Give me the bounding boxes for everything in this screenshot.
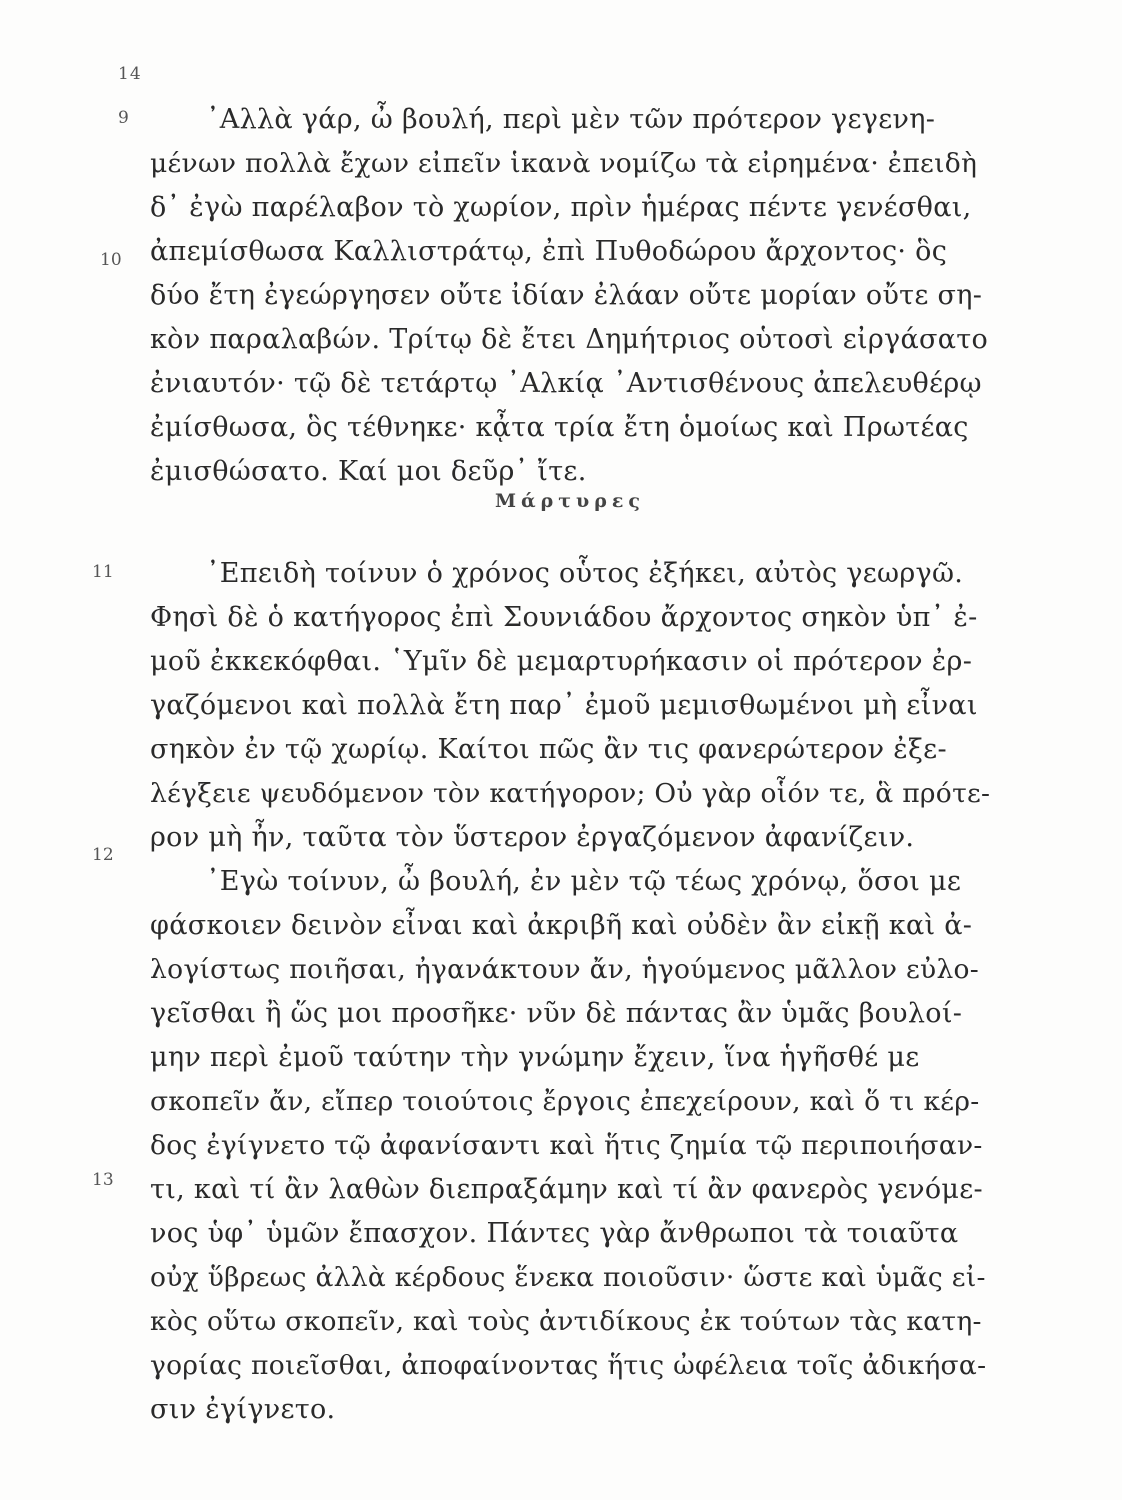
text-line: σκοπεῖν ἄν, εἴπερ τοιούτοις ἔργοις ἐπεχείρουν, καὶ ὅ τι κέρ- — [150, 1086, 980, 1117]
text-line: δ᾿ ἐγὼ παρέλαβον τὸ χωρίον, πρὶν ἡμέρας πέντε γενέσθαι, — [150, 192, 972, 223]
text-line: ἀπεμίσθωσα Καλλιστράτῳ, ἐπὶ Πυθοδώρου ἄρχοντος· ὃς — [150, 236, 948, 267]
section-number-11: 11 — [92, 562, 114, 582]
text-line: λέγξειε ψευδόμενον τὸν κατήγορον; Οὐ γὰρ οἷόν τε, ἃ πρότε- — [150, 778, 991, 809]
text-line: κὸς οὕτω σκοπεῖν, καὶ τοὺς ἀντιδίκους ἐκ τούτων τὰς κατη- — [150, 1306, 982, 1337]
text-line: κὸν παραλαβών. Τρίτῳ δὲ ἔτει Δημήτριος οὑτοσὶ εἰργάσατο — [150, 324, 989, 355]
text-line: φάσκοιεν δεινὸν εἶναι καὶ ἀκριβῆ καὶ οὐδὲν ἂν εἰκῇ καὶ ἀ- — [150, 910, 973, 941]
text-line: σιν ἐγίγνετο. — [150, 1394, 336, 1425]
section-number-13: 13 — [92, 1170, 114, 1190]
text-line: ᾿Αλλὰ γάρ, ὦ βουλή, περὶ μὲν τῶν πρότερον γεγενη- — [206, 104, 936, 135]
text-line: ρον μὴ ἦν, ταῦτα τὸν ὕστερον ἐργαζόμενον ἀφανίζειν. — [150, 822, 915, 853]
section-number-9: 9 — [118, 108, 129, 128]
text-line: μην περὶ ἐμοῦ ταύτην τὴν γνώμην ἔχειν, ἵνα ἡγῆσθέ με — [150, 1042, 920, 1073]
text-line: μοῦ ἐκκεκόφθαι. ῾Υμῖν δὲ μεμαρτυρήκασιν οἱ πρότερον ἐρ- — [150, 646, 973, 677]
text-line: ἐμίσθωσα, ὃς τέθνηκε· κᾆτα τρία ἔτη ὁμοίως καὶ Πρωτέας — [150, 412, 969, 443]
text-line: ᾿Επειδὴ τοίνυν ὁ χρόνος οὗτος ἐξήκει, αὐτὸς γεωργῶ. — [206, 558, 964, 589]
text-line: γεῖσθαι ἢ ὥς μοι προσῆκε· νῦν δὲ πάντας ἂν ὑμᾶς βουλοί- — [150, 998, 963, 1029]
text-line: δος ἐγίγνετο τῷ ἀφανίσαντι καὶ ἥτις ζημία τῷ περιποιήσαν- — [150, 1130, 983, 1161]
section-number-10: 10 — [100, 250, 122, 270]
text-line: τι, καὶ τί ἂν λαθὼν διεπραξάμην καὶ τί ἂν φανερὸς γενόμε- — [150, 1174, 983, 1205]
text-line: γαζόμενοι καὶ πολλὰ ἔτη παρ᾿ ἐμοῦ μεμισθωμένοι μὴ εἶναι — [150, 690, 978, 721]
text-line: ᾿Εγὼ τοίνυν, ὦ βουλή, ἐν μὲν τῷ τέως χρόνῳ, ὅσοι με — [206, 866, 962, 897]
text-line: νος ὑφ᾿ ὑμῶν ἔπασχον. Πάντες γὰρ ἄνθρωποι τὰ τοιαῦτα — [150, 1218, 959, 1249]
text-line: οὐχ ὕβρεως ἀλλὰ κέρδους ἕνεκα ποιοῦσιν· ὥστε καὶ ὑμᾶς εἰ- — [150, 1262, 986, 1293]
page-number: 14 — [118, 64, 142, 84]
witnesses-heading: Μάρτυρες — [494, 490, 645, 512]
text-line: γορίας ποιεῖσθαι, ἀποφαίνοντας ἥτις ὠφέλεια τοῖς ἀδικήσα- — [150, 1350, 987, 1381]
text-line: ἐνιαυτόν· τῷ δὲ τετάρτῳ ᾿Αλκίᾳ ᾿Αντισθένους ἀπελευθέρῳ — [150, 368, 982, 399]
text-line: μένων πολλὰ ἔχων εἰπεῖν ἱκανὰ νομίζω τὰ εἰρημένα· ἐπειδὴ — [150, 148, 978, 179]
text-line: Φησὶ δὲ ὁ κατήγορος ἐπὶ Σουνιάδου ἄρχοντος σηκὸν ὑπ᾿ ἐ- — [150, 602, 978, 633]
text-line: ἐμισθώσατο. Καί μοι δεῦρ᾿ ἴτε. — [150, 456, 587, 487]
text-line: σηκὸν ἐν τῷ χωρίῳ. Καίτοι πῶς ἂν τις φανερώτερον ἐξε- — [150, 734, 947, 765]
text-line: λογίστως ποιῆσαι, ἠγανάκτουν ἄν, ἡγούμενος μᾶλλον εὐλο- — [150, 954, 980, 985]
text-line: δύο ἔτη ἐγεώργησεν οὔτε ἰδίαν ἐλάαν οὔτε μορίαν οὔτε ση- — [150, 280, 983, 311]
section-number-12: 12 — [92, 845, 114, 865]
